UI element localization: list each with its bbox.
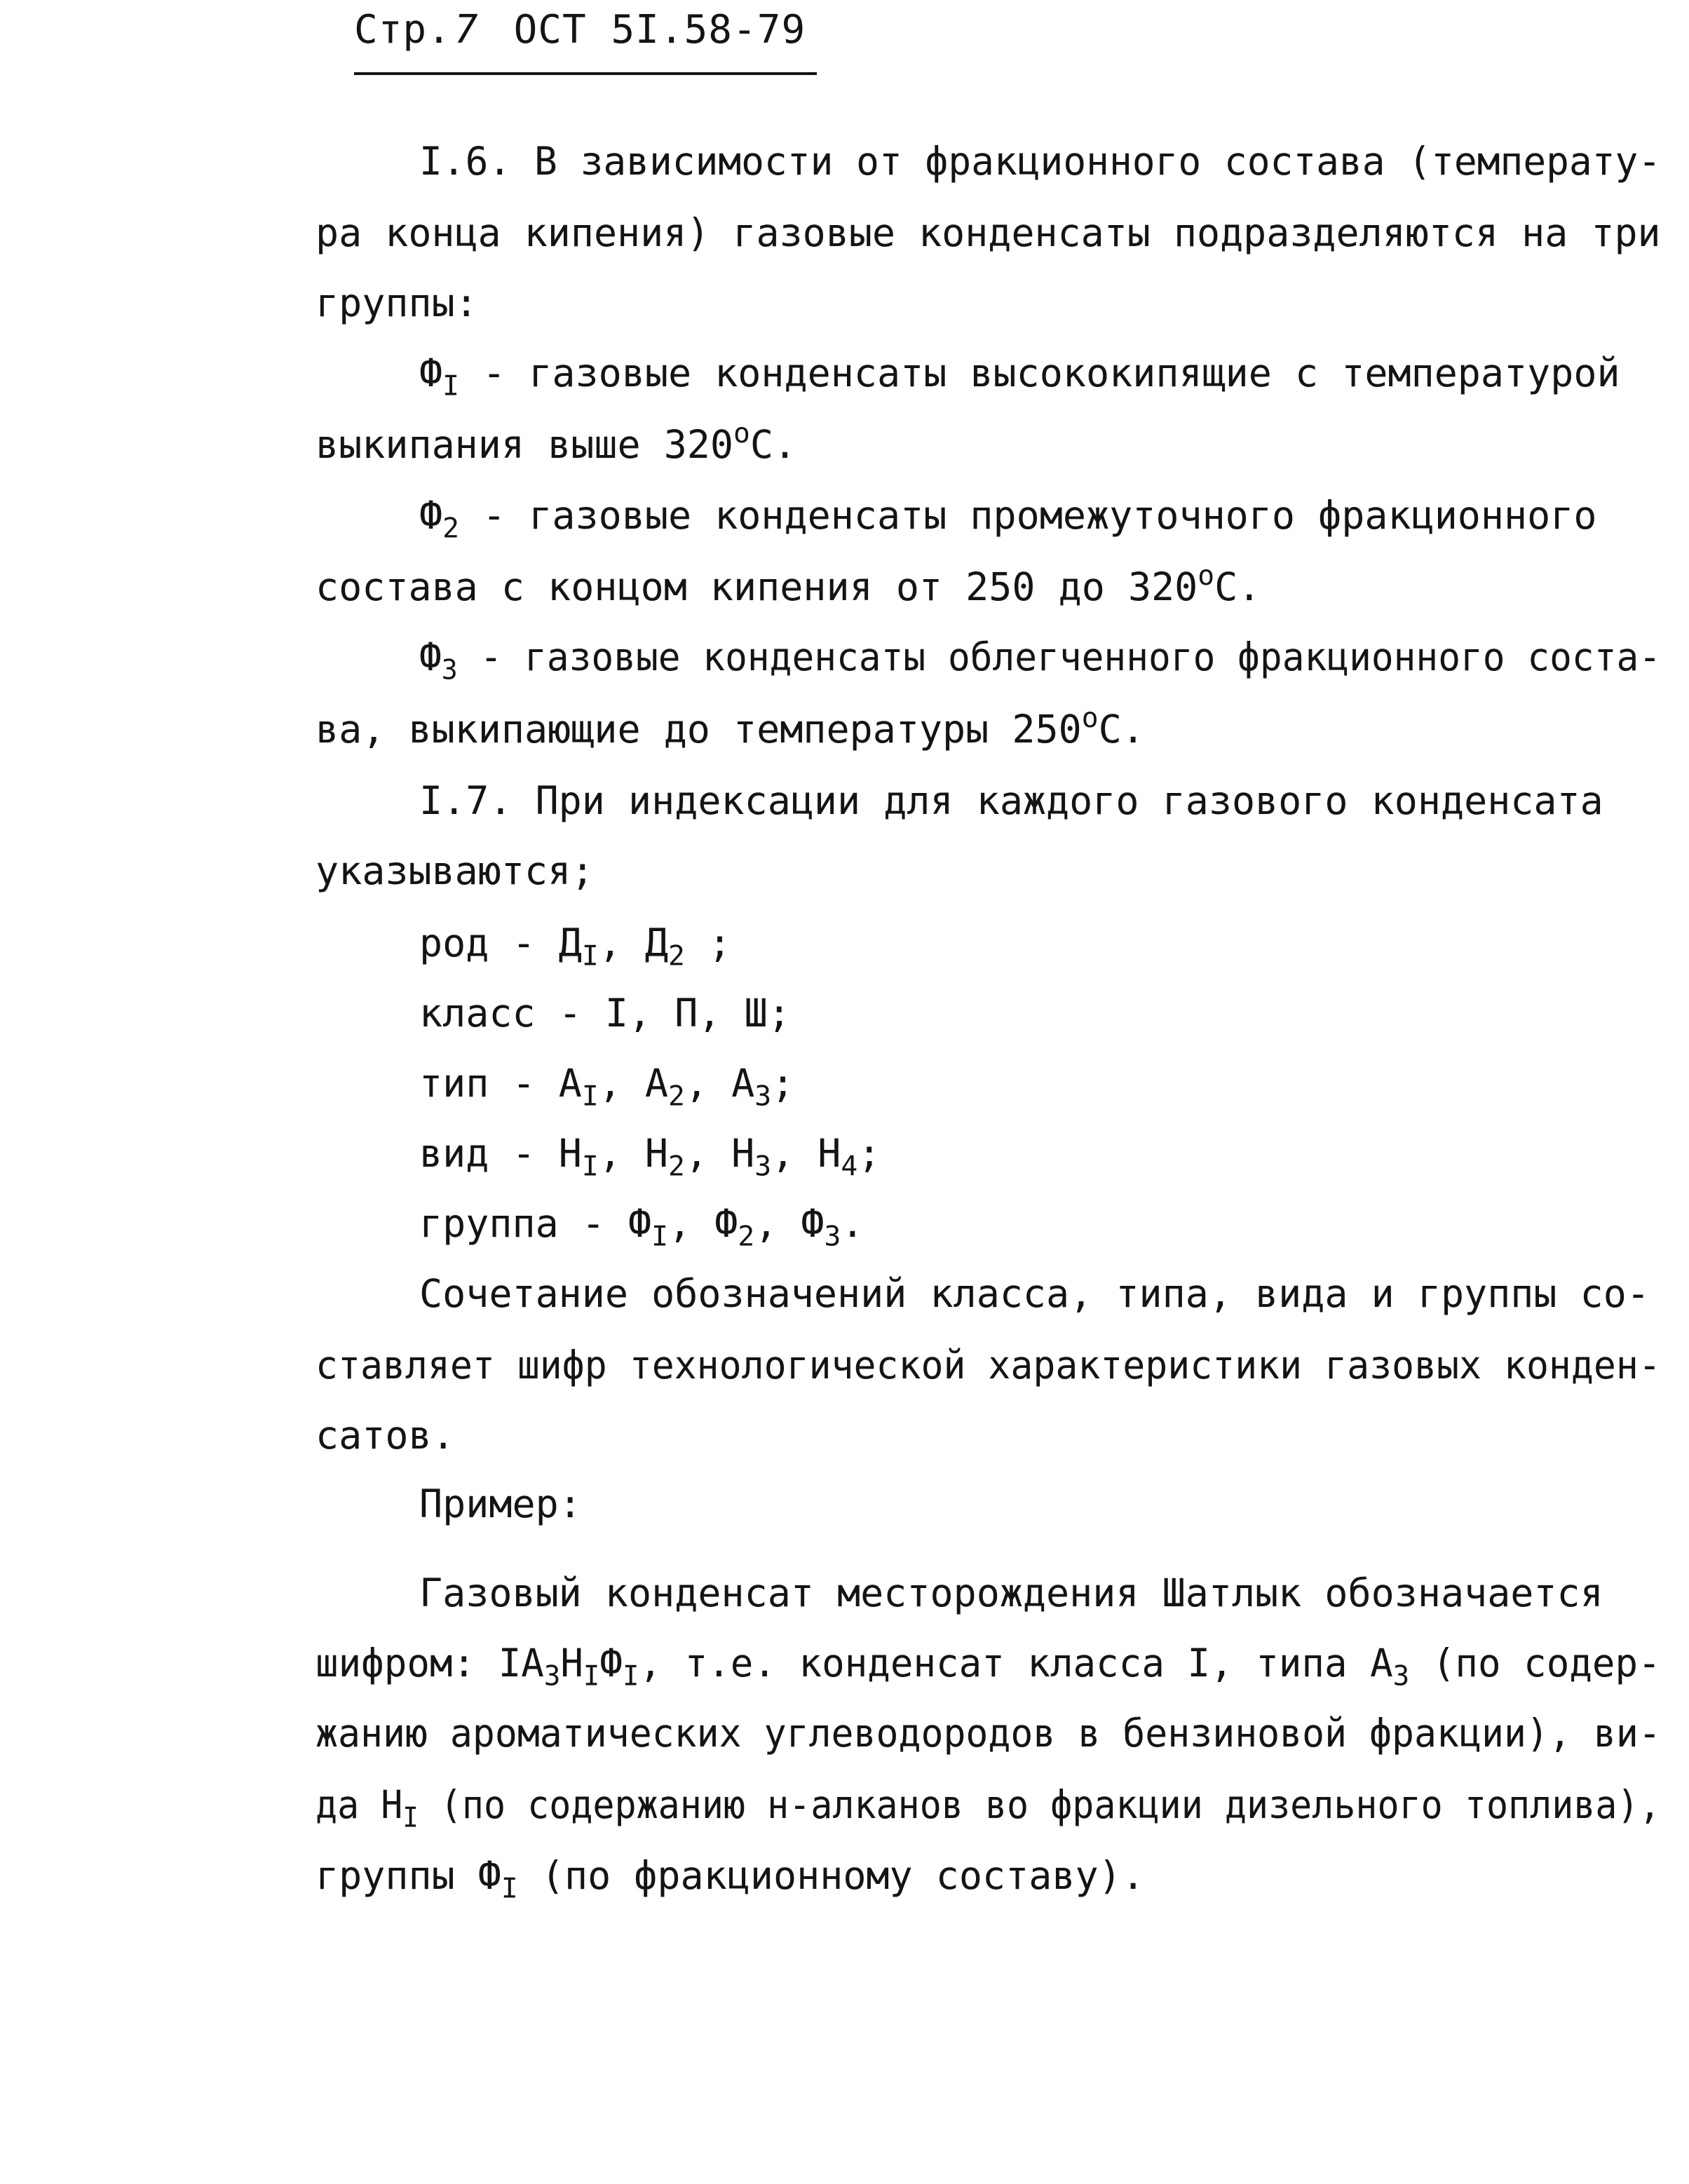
group-f3-definition-cont: ва, выкипающие до температуры $250^оС$. xyxy=(316,702,1145,752)
list-item-rod: род - $Д_I$, $Д_2$ ; xyxy=(419,921,732,972)
paragraph-1-6-line-3: группы: xyxy=(316,280,478,325)
combination-line-2: ставляет шифр технологической характеристики газовых конден- xyxy=(316,1343,1661,1388)
list-item-vid: вид - $Н_I$, $Н_2$, $Н_3$, $Н_4$; xyxy=(419,1131,881,1183)
group-f2-definition-cont: состава с концом кипения от 250 до $320^оС$. xyxy=(316,559,1261,609)
paragraph-1-7-line-2: указываются; xyxy=(316,848,595,893)
page-label: Стр. xyxy=(354,7,452,53)
example-line-4: да $Н_I$ (по содержанию н-алканов во фракции дизельного топлива), xyxy=(316,1782,1661,1834)
page-header xyxy=(354,7,806,53)
group-f2-definition: $Ф_2$ - газовые конденсаты промежуточного фракционного xyxy=(419,493,1597,545)
combination-line-3: сатов. xyxy=(316,1413,455,1458)
list-item-klass: класс - I, П, Ш; xyxy=(419,991,791,1036)
example-label: Пример: xyxy=(419,1481,582,1526)
paragraph-1-6-line-1: I.6. В зависимости от фракционного состава (температу- xyxy=(419,139,1662,184)
example-line-2: шифром: $IА_3Н_IФ_I$, т.е. конденсат класса I, типа $А_3$ (по содер- xyxy=(316,1641,1661,1693)
list-item-gruppa: группа - $Ф_I$, $Ф_2$, $Ф_3$. xyxy=(419,1201,864,1253)
example-line-3: жанию ароматических углеводородов в бензиновой фракции), ви- xyxy=(316,1711,1661,1756)
header-underline xyxy=(354,72,817,75)
group-f1-definition: $Ф_I$ - газовые конденсаты высококипящие с температурой xyxy=(419,351,1620,402)
combination-line-1: Сочетание обозначений класса, типа, вида и группы со- xyxy=(419,1271,1650,1316)
page-number: 7 xyxy=(454,7,479,53)
list-item-tip: тип - $А_I$, $А_2$, $А_3$; xyxy=(419,1061,795,1113)
paragraph-1-7-line-1: I.7. При индексации для каждого газового конденсата xyxy=(419,778,1603,823)
group-f3-definition: $Ф_3$ - газовые конденсаты облегченного фракционного соста- xyxy=(419,635,1662,686)
paragraph-1-6-line-2: ра конца кипения) газовые конденсаты подразделяются на три xyxy=(316,210,1661,255)
example-line-5: группы $Ф_I$ (по фракционному составу). xyxy=(316,1853,1145,1905)
group-f1-definition-cont: выкипания выше $320^оС$. xyxy=(316,417,797,467)
example-line-1: Газовый конденсат месторождения Шатлык обозначается xyxy=(419,1571,1603,1615)
document-code: ОСТ 5I.58-79 xyxy=(513,7,806,53)
